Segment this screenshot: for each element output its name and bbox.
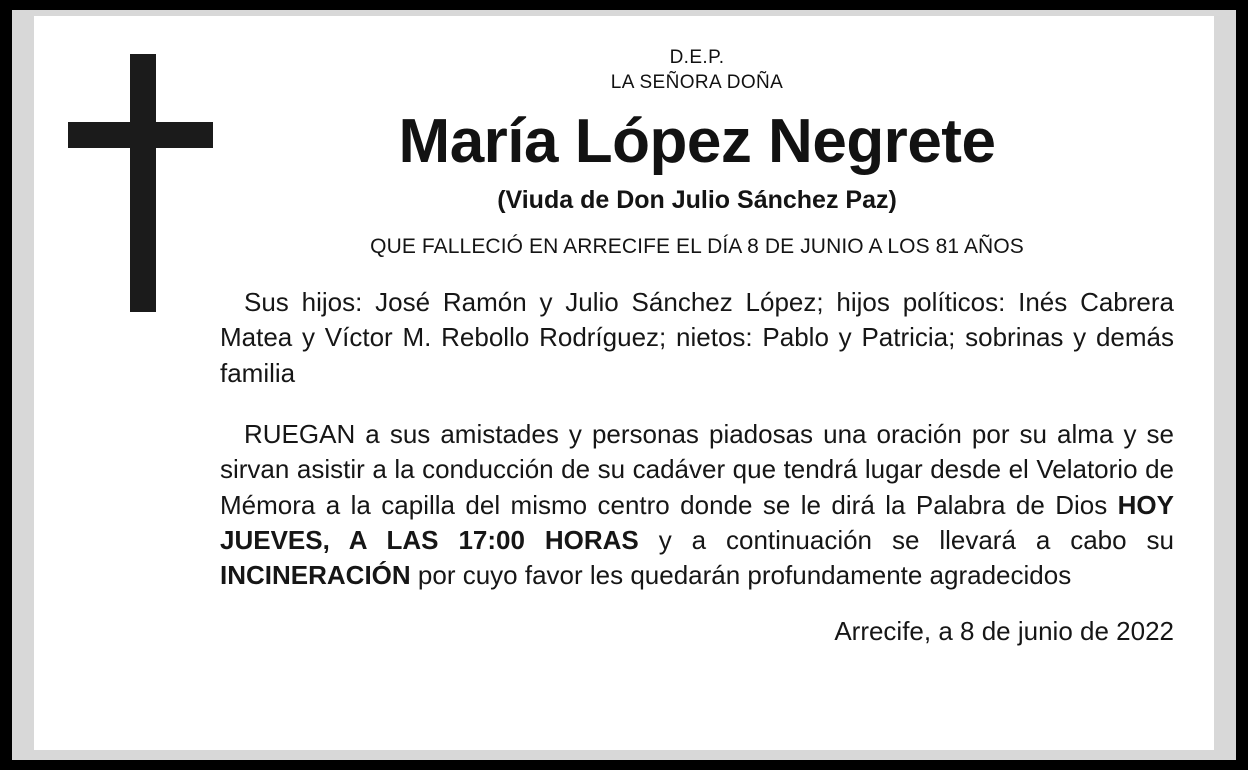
obituary-content: [220, 46, 1174, 647]
service-text-part2: y a continuación se llevará a cabo su: [638, 524, 1174, 555]
obituary-card: [34, 16, 1214, 750]
cross-vertical-bar: [130, 54, 156, 312]
death-details-line: QUE FALLECIÓ EN ARRECIFE EL DÍA 8 DE JUNIO A LOS 81 AÑOS: [370, 234, 1024, 258]
widow-of-label: (Viuda de Don Julio Sánchez Paz): [497, 185, 897, 214]
family-paragraph: Sus hijos: José Ramón y Julio Sánchez López; hijos políticos: Inés Cabrera Matea y Víctor M. Rebollo Rodríguez; nietos: Pablo y Patricia; sobrinas y demás familia: [220, 286, 1174, 388]
service-text-part3: por cuyo favor les quedarán profundamente agradecidos: [410, 560, 1072, 591]
cross-horizontal-bar: [68, 122, 213, 148]
service-incineration: INCINERACIÓN: [220, 560, 411, 591]
service-text-part1: RUEGAN a sus amistades y personas piadosas una oración por su alma y se sirvan asistir a la conducción de su cadáver que tendrá lugar desde el Velatorio de Mémora a la capilla del mismo centro donde se le dirá la Palabra de Dios: [220, 418, 1174, 520]
obituary-frame: [12, 10, 1236, 760]
service-paragraph: [220, 417, 1174, 594]
deceased-name: María López Negrete: [398, 106, 996, 176]
cross-icon: [68, 54, 213, 314]
service-time: HOY JUEVES, A LAS 17:00 HORAS: [220, 489, 1174, 555]
closing-line: Arrecife, a 8 de junio de 2022: [834, 615, 1174, 646]
dep-label: D.E.P.: [669, 47, 725, 68]
honorific-label: LA SEÑORA DOÑA: [610, 72, 784, 94]
